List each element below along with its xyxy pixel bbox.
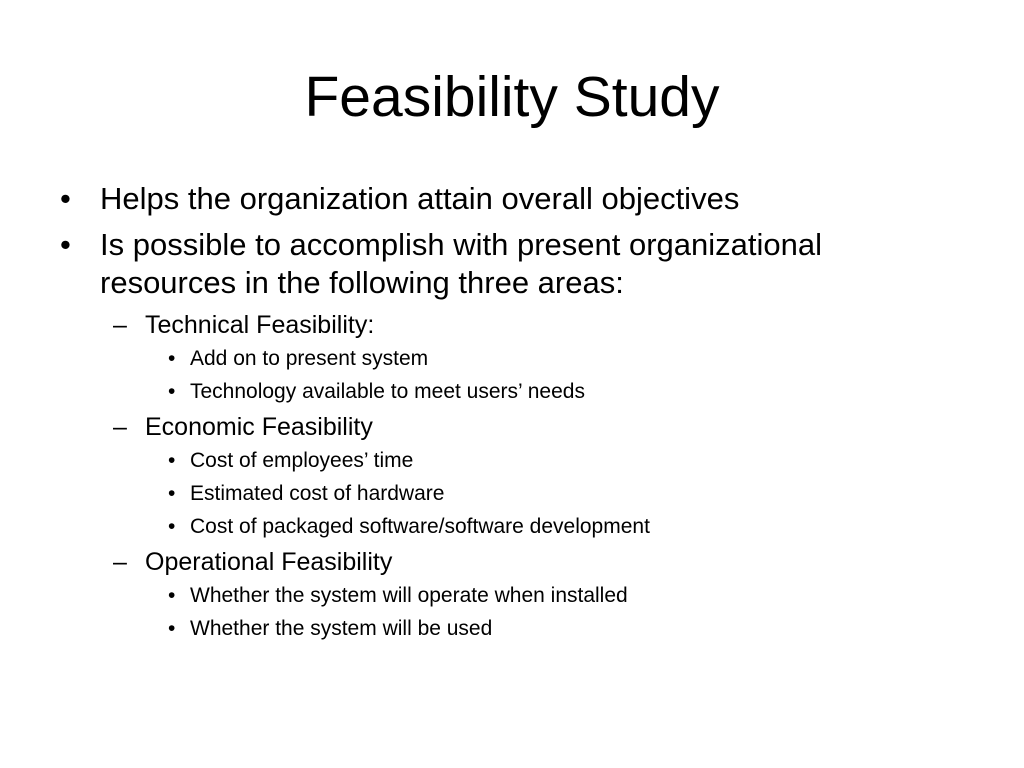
area-label: Technical Feasibility: bbox=[145, 311, 375, 339]
dash-icon: – bbox=[113, 413, 127, 441]
bullet-icon: • bbox=[168, 380, 176, 403]
bullet-icon: • bbox=[168, 347, 176, 370]
sub-bullet-item bbox=[58, 616, 958, 642]
area-label: Economic Feasibility bbox=[145, 413, 373, 441]
sub-bullet-text: Estimated cost of hardware bbox=[190, 482, 445, 505]
bullet-text: Is possible to accomplish with present organizational resources in the following three areas: bbox=[100, 227, 822, 300]
sub-bullet-text: Cost of packaged software/software development bbox=[190, 515, 650, 538]
dash-icon: – bbox=[113, 311, 127, 339]
bullet-icon: • bbox=[168, 482, 176, 505]
sub-bullet-text: Cost of employees’ time bbox=[190, 449, 414, 472]
sub-bullet-text: Whether the system will be used bbox=[190, 617, 493, 640]
sub-bullet-item bbox=[58, 514, 958, 540]
sub-bullet-text: Technology available to meet users’ needs bbox=[190, 380, 585, 403]
bullet-icon: • bbox=[168, 617, 176, 640]
bullet-icon: • bbox=[168, 515, 176, 538]
sub-bullet-item bbox=[58, 583, 958, 609]
slide-title: Feasibility Study bbox=[304, 65, 720, 129]
bullet-icon: • bbox=[168, 449, 176, 472]
bullet-item bbox=[58, 226, 958, 302]
area-item-operational bbox=[58, 547, 958, 577]
sub-bullet-item bbox=[58, 481, 958, 507]
slide-content bbox=[58, 180, 958, 649]
area-label: Operational Feasibility bbox=[145, 548, 393, 576]
bullet-text: Helps the organization attain overall objectives bbox=[100, 181, 740, 216]
bullet-icon: • bbox=[60, 181, 71, 216]
bullet-item bbox=[58, 180, 958, 218]
area-item-technical bbox=[58, 310, 958, 340]
area-item-economic bbox=[58, 412, 958, 442]
sub-bullet-text: Add on to present system bbox=[190, 347, 429, 370]
sub-bullet-item bbox=[58, 346, 958, 372]
sub-bullet-text: Whether the system will operate when installed bbox=[190, 584, 628, 607]
dash-icon: – bbox=[113, 548, 127, 576]
sub-bullet-item bbox=[58, 379, 958, 405]
bullet-icon: • bbox=[168, 584, 176, 607]
sub-bullet-item bbox=[58, 448, 958, 474]
bullet-icon: • bbox=[60, 227, 71, 262]
